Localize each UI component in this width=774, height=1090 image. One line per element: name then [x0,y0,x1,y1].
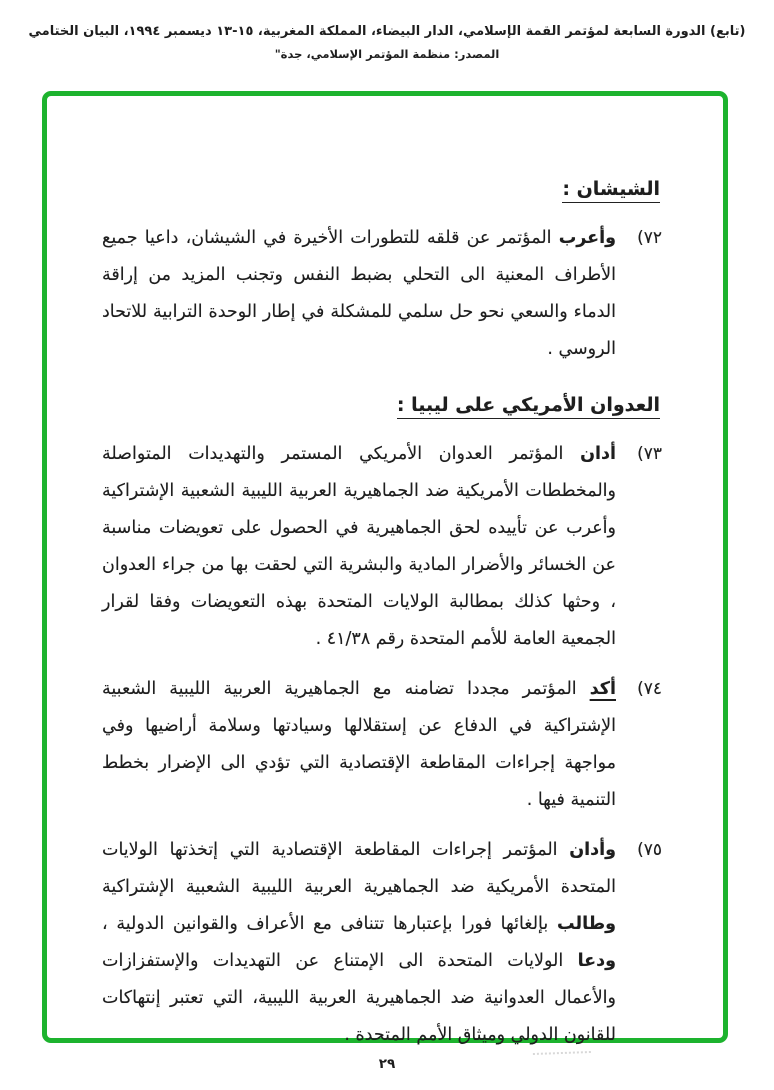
text-segment: وأدان [569,840,616,860]
paragraph-text [102,832,616,1054]
text-segment: أدان [580,444,616,464]
text-segment: المؤتمر العدوان الأمريكي المستمر والتهديدات المتواصلة والمخططات الأمريكية ضد الجماهيرية العربية الليبية الشعبية الإشتراكية وأعرب عن تأييده لحق الجماهيرية في الحصول على تعويضات مناسبة عن الخسائر والأضرار المادية والبشرية التي لحقت بها من جراء العدوان ، وحثها كذلك بمطالبة الولايات المتحدة بهذه التعويضات وفقا لقرار الجمعية العامة للأمم المتحدة رقم ٤١/٣٨ . [102,444,616,649]
paragraph-number: ٧٥) [637,840,662,860]
text-segment: ودعا [577,951,616,971]
paragraph-number: ٧٢) [637,228,662,248]
paragraph-number: ٧٤) [637,679,662,699]
header-title: (تابع) الدورة السابعة لمؤتمر القمة الإسلامي، الدار البيضاء، المملكة المغربية، ١٣‎-‎١٥ ديسمبر ١٩٩٤، البيان الختامي [28,24,746,39]
page-header [0,24,774,61]
text-segment: المؤتمر مجددا تضامنه مع الجماهيرية العربية الليبية الشعبية الإشتراكية في الدفاع عن إستقلالها وسيادتها وسلامة أراضيها وفي مواجهة إجراءات المقاطعة الإقتصادية التي تؤدي الى الإضرار بخطط التنمية فيها . [102,679,616,810]
paragraph [102,832,662,1054]
paragraph [102,671,662,819]
section-heading [102,390,660,420]
paragraph-text [102,220,616,368]
section-heading-text: الشيشان : [562,178,660,203]
document-section [102,390,662,1054]
paragraph-text [102,671,616,819]
paragraph-text [102,436,616,658]
document-content [102,174,662,1067]
text-segment: وطالب [556,914,616,934]
text-segment: المؤتمر عن قلقه للتطورات الأخيرة في الشيشان، داعيا جميع الأطراف المعنية الى التحلي بضبط النفس وتجنب المزيد من إراقة الدماء والسعي نحو حل سلمي للمشكلة في إطار الوحدة الترابية للاتحاد الروسي . [102,228,616,359]
section-heading-text: العدوان الأمريكي على ليبيا : [397,394,660,419]
paragraph [102,220,662,368]
document-section [102,174,662,368]
paragraph [102,436,662,658]
section-heading [102,174,660,204]
page-number: ٢٩ [378,1056,396,1072]
text-segment: المؤتمر إجراءات المقاطعة الإقتصادية التي إتخذتها الولايات المتحدة الأمريكية ضد الجماهيرية العربية الليبية الشعبية الإشتراكية [102,840,616,897]
text-segment: بإلغائها فورا بإعتبارها تتنافى مع الأعراف والقوانين الدولية ، [102,914,557,934]
header-source: المصدر: منظمة المؤتمر الإسلامي، جدة" [274,47,500,61]
text-segment: وأعرب [558,228,616,248]
paragraph-number: ٧٣) [637,444,662,464]
text-segment: الولايات المتحدة الى الإمتناع عن التهديدات والإستفزازات والأعمال العدوانية ضد الجماهيرية العربية الليبية، التي تعتبر إنتهاكات للقانون الدولي وميثاق الأمم المتحدة . [102,951,616,1045]
text-segment: أكد [589,679,616,699]
